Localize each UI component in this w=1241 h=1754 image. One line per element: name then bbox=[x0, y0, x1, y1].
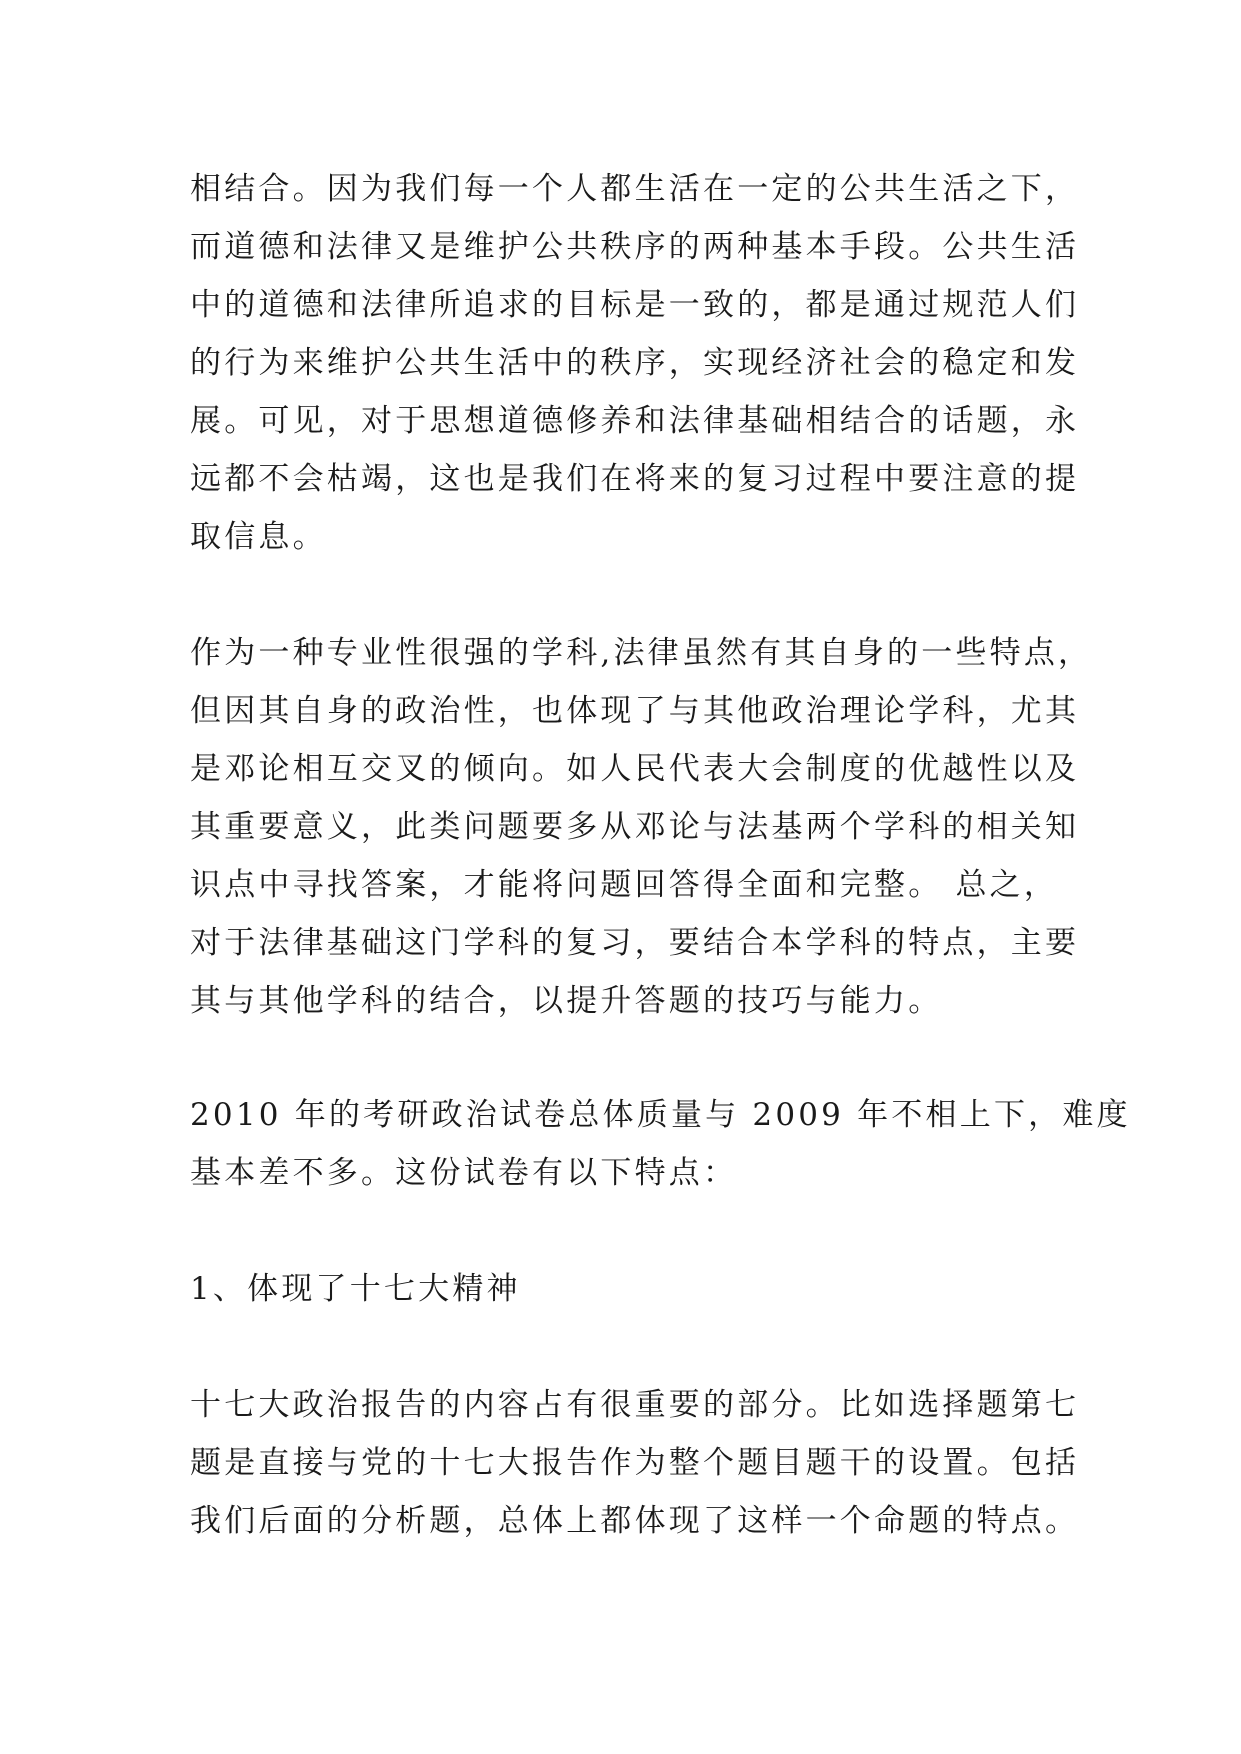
text-line: 的行为来维护公共生活中的秩序，实现经济社会的稳定和发 bbox=[190, 345, 1080, 381]
text-line: 是邓论相互交叉的倾向。如人民代表大会制度的优越性以及 bbox=[190, 751, 1080, 787]
text-line: 展。可见，对于思想道德修养和法律基础相结合的话题，永 bbox=[190, 403, 1080, 439]
text-line: 1、体现了十七大精神 bbox=[190, 1271, 521, 1307]
text-line: 题是直接与党的十七大报告作为整个题目题干的设置。包括 bbox=[190, 1445, 1080, 1481]
text-line: 而道德和法律又是维护公共秩序的两种基本手段。公共生活 bbox=[190, 229, 1080, 265]
text-line: 十七大政治报告的内容占有很重要的部分。比如选择题第七 bbox=[190, 1387, 1080, 1423]
text-line: 中的道德和法律所追求的目标是一致的，都是通过规范人们 bbox=[190, 287, 1080, 323]
paragraph-1 bbox=[190, 160, 1080, 566]
text-line: 基本差不多。这份试卷有以下特点： bbox=[190, 1155, 738, 1191]
text-line: 其重要意义，此类问题要多从邓论与法基两个学科的相关知 bbox=[190, 809, 1080, 845]
text-line: 作为一种专业性很强的学科,法律虽然有其自身的一些特点， bbox=[190, 635, 1093, 671]
text-line: 识点中寻找答案，才能将问题回答得全面和完整。 总之， bbox=[190, 867, 1059, 903]
text-line: 但因其自身的政治性，也体现了与其他政治理论学科，尤其 bbox=[190, 693, 1080, 729]
text-line: 相结合。因为我们每一个人都生活在一定的公共生活之下， bbox=[190, 171, 1080, 207]
text-line: 远都不会枯竭，这也是我们在将来的复习过程中要注意的提 bbox=[190, 461, 1080, 497]
paragraph-2 bbox=[190, 624, 1093, 1030]
text-line: 2010 年的考研政治试卷总体质量与 2009 年不相上下，难度 bbox=[190, 1097, 1131, 1133]
text-line: 对于法律基础这门学科的复习，要结合本学科的特点，主要 bbox=[190, 925, 1080, 961]
text-line: 其与其他学科的结合，以提升答题的技巧与能力。 bbox=[190, 983, 943, 1019]
text-line: 取信息。 bbox=[190, 519, 327, 555]
section-heading bbox=[190, 1260, 1070, 1318]
text-line: 我们后面的分析题，总体上都体现了这样一个命题的特点。 bbox=[190, 1503, 1080, 1539]
paragraph-3 bbox=[190, 1086, 1131, 1202]
paragraph-4 bbox=[190, 1376, 1080, 1550]
